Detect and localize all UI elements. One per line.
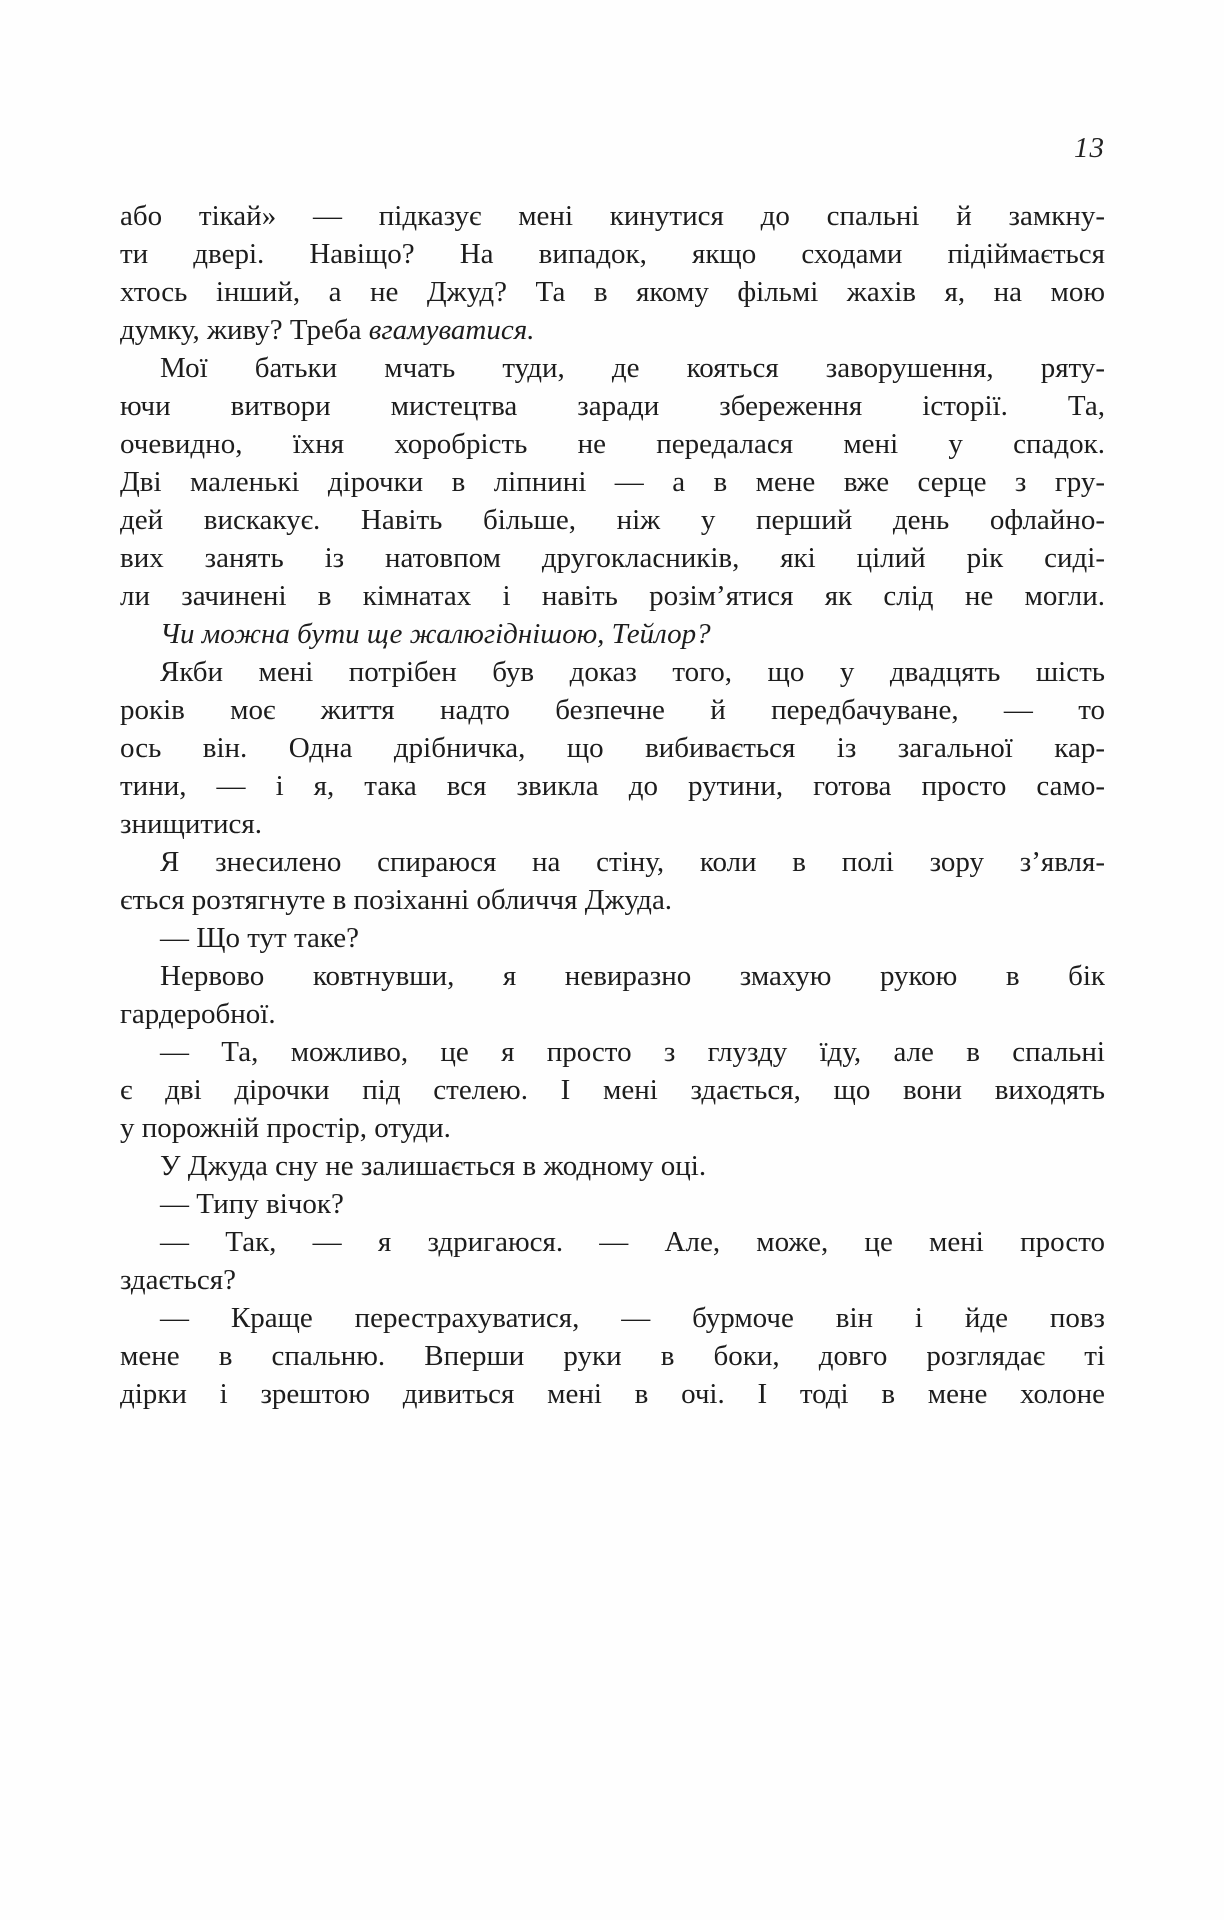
text-line [120,1337,1105,1375]
italic-text-segment: вгамуватися. [368,314,535,346]
text-segment: Я знесилено спираюся на стіну, коли в полі зору з’явля- [160,846,1105,878]
text-segment: є дві дірочки під стелею. І мені здається, що вони виходять [120,1074,1105,1106]
text-segment: ось він. Одна дрібничка, що вибивається із загальної кар- [120,732,1105,764]
text-line [120,729,1105,767]
paragraph [120,1185,1105,1223]
page-number: 13 [1074,132,1105,164]
text-segment: у порожній простір, отуди. [120,1112,451,1144]
text-segment: У Джуда сну не залишається в жодному оці. [160,1150,707,1182]
text-line [120,615,1105,653]
text-segment: — Типу вічок? [160,1188,344,1220]
text-segment: очевидно, їхня хоробрість не передалася мені у спадок. [120,428,1105,460]
text-segment: ючи витвори мистецтва заради збереження історії. Та, [120,390,1105,422]
text-segment: ти двері. Навіщо? На випадок, якщо сходами підіймається [120,238,1105,270]
text-line [120,843,1105,881]
text-block [120,197,1105,1413]
text-line [120,577,1105,615]
paragraph [120,1033,1105,1147]
text-line [120,767,1105,805]
text-line [120,1261,1105,1299]
text-line [120,463,1105,501]
text-line [120,691,1105,729]
text-segment: ється розтягнуте в позіханні обличчя Джуда. [120,884,673,916]
text-line [120,957,1105,995]
text-segment: здається? [120,1264,236,1296]
text-line [120,197,1105,235]
text-line [120,1071,1105,1109]
text-line [120,425,1105,463]
text-segment: Якби мені потрібен був доказ того, що у двадцять шість [160,656,1105,688]
text-line [120,1223,1105,1261]
text-line [120,1299,1105,1337]
text-segment: тини, — і я, така вся звикла до рутини, готова просто само- [120,770,1105,802]
text-line [120,653,1105,691]
text-segment: або тікай» — підказує мені кинутися до спальні й замкну- [120,200,1105,232]
text-segment: — Що тут таке? [160,922,359,954]
text-segment: мене в спальню. Вперши руки в боки, довго розглядає ті [120,1340,1105,1372]
text-segment: дей вискакує. Навіть більше, ніж у перший день офлайно- [120,504,1105,536]
text-segment: Нервово ковтнувши, я невиразно змахую рукою в бік [160,960,1105,992]
text-line [120,1109,1105,1147]
text-segment: хтось інший, а не Джуд? Та в якому фільмі жахів я, на мою [120,276,1105,308]
paragraph [120,1147,1105,1185]
text-line [120,805,1105,843]
paragraph [120,843,1105,919]
text-line [120,1147,1105,1185]
paragraph [120,615,1105,653]
text-line [120,273,1105,311]
text-line [120,995,1105,1033]
text-segment: дірки і зрештою дивиться мені в очі. І тоді в мене холоне [120,1378,1105,1410]
text-line [120,387,1105,425]
paragraph [120,919,1105,957]
text-line [120,539,1105,577]
paragraph [120,957,1105,1033]
text-segment: знищитися. [120,808,262,840]
paragraph [120,1223,1105,1299]
text-line [120,919,1105,957]
text-segment: Дві маленькі дірочки в ліпнині — а в мене вже серце з гру- [120,466,1105,498]
italic-text-segment: Чи можна бути ще жалюгіднішою, Тейлор? [160,618,711,650]
text-line [120,501,1105,539]
paragraph [120,349,1105,615]
paragraph [120,653,1105,843]
text-line [120,881,1105,919]
text-segment: — Краще перестрахуватися, — бурмоче він і йде повз [160,1302,1105,1334]
text-segment: Мої батьки мчать туди, де кояться заворушення, ряту- [160,352,1105,384]
text-segment: гардеробної. [120,998,276,1030]
text-line [120,1033,1105,1071]
text-segment: думку, живу? Треба [120,314,369,346]
paragraph [120,197,1105,349]
text-line [120,235,1105,273]
text-line [120,349,1105,387]
text-segment: — Так, — я здригаюся. — Але, може, це мені просто [160,1226,1105,1258]
text-segment: — Та, можливо, це я просто з глузду їду, але в спальні [160,1036,1105,1068]
paragraph [120,1299,1105,1413]
text-line [120,1185,1105,1223]
text-segment: років моє життя надто безпечне й передбачуване, — то [120,694,1105,726]
text-line [120,311,1105,349]
text-line [120,1375,1105,1413]
text-segment: ли зачинені в кімнатах і навіть розім’ятися як слід не могли. [120,580,1105,612]
text-segment: вих занять із натовпом другокласників, які цілий рік сиді- [120,542,1105,574]
